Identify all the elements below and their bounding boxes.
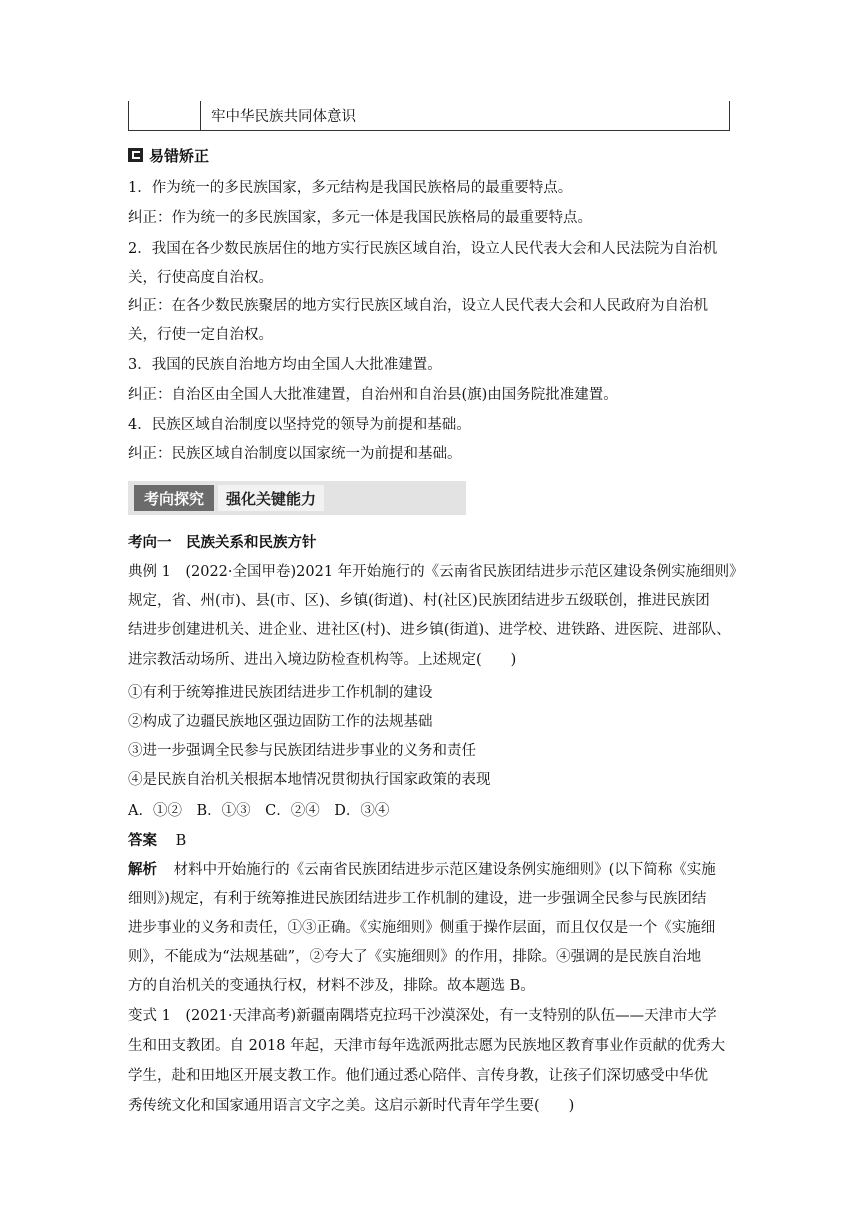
error-line: 1．作为统一的多民族国家，多元结构是我国民族格局的最重要特点。: [128, 180, 573, 196]
banner-dark-label: 考向探究: [134, 485, 214, 511]
table-fragment: [128, 101, 730, 131]
variant-text-line: 学生，赴和田地区开展支教工作。他们通过悉心陪伴、言传身教，让孩子们深切感受中华优: [128, 1068, 708, 1084]
answer-value: B: [175, 833, 187, 849]
banner-light-label: 强化关键能力: [218, 485, 324, 511]
variant-text-line: 秀传统文化和国家通用语言文字之美。这启示新时代青年学生要( ): [128, 1098, 575, 1114]
correction-line: 关，行使一定自治权。: [128, 327, 273, 343]
variant-text-line: 变式 1 (2021·天津高考)新疆南隅塔克拉玛干沙漠深处，有一支特别的队伍——天津市大学: [128, 1008, 717, 1024]
analysis-text-line: 则》，不能成为“法规基础”，②夸大了《实施细则》的作用，排除。④强调的是民族自治地: [128, 949, 702, 965]
analysis-text-line: 细则》)规定，有利于统筹推进民族团结进步工作机制的建设，进一步强调全民参与民族团结: [128, 891, 707, 907]
topic-heading: 考向一 民族关系和民族方针: [128, 535, 317, 551]
correction-line: 纠正：民族区域自治制度以国家统一为前提和基础。: [128, 446, 462, 462]
error-line: 4．民族区域自治制度以坚持党的领导为前提和基础。: [128, 417, 471, 433]
error-line: 3．我国的民族自治地方均由全国人大批准建置。: [128, 357, 442, 373]
error-line: 关，行使高度自治权。: [128, 270, 273, 286]
section-marker-icon: [128, 148, 143, 162]
correction-line: 纠正：自治区由全国人大批准建置，自治州和自治县(旗)由国务院批准建置。: [128, 387, 618, 403]
analysis-text-line: 进步事业的义务和责任，①③正确。《实施细则》侧重于操作层面，而且仅仅是一个《实施细: [128, 920, 716, 936]
section-title: 易错矫正: [149, 146, 210, 165]
correction-line: 纠正：作为统一的多民族国家，多元一体是我国民族格局的最重要特点。: [128, 210, 592, 226]
option-item: ③进一步强调全民参与民族团结进步事业的义务和责任: [128, 743, 476, 759]
option-item: ④是民族自治机关根据本地情况贯彻执行国家政策的表现: [128, 772, 491, 788]
example-text-line: 典例 1 (2022·全国甲卷)2021 年开始施行的《云南省民族团结进步示范区建设条例实施细则》: [128, 564, 744, 580]
correction-line: 纠正：在各少数民族聚居的地方实行民族区域自治，设立人民代表大会和人民政府为自治机: [128, 298, 708, 314]
analysis-text-line: 材料中开始施行的《云南省民族团结进步示范区建设条例实施细则》(以下简称《实施: [173, 862, 716, 878]
section-banner: [128, 481, 466, 515]
error-line: 2．我国在各少数民族居住的地方实行民族区域自治，设立人民代表大会和人民法院为自治机: [128, 241, 718, 257]
option-item: ②构成了边疆民族地区强边固防工作的法规基础: [128, 714, 433, 730]
variant-text-line: 生和田支教团。自 2018 年起，天津市每年选派两批志愿为民族地区教育事业作贡献的优秀大: [128, 1038, 726, 1054]
analysis-row: [128, 858, 716, 879]
answer-choices: A．①② B．①③ C．②④ D．③④: [128, 803, 390, 819]
example-text-line: 规定，省、州(市)、县(市、区)、乡镇(街道)、村(社区)民族团结进步五级联创，推进民族团: [128, 593, 710, 609]
analysis-label: 解析: [128, 862, 157, 878]
table-cell-left: [129, 101, 201, 130]
answer-label: 答案: [128, 833, 157, 849]
answer-row: [128, 829, 186, 850]
example-text-line: 进宗教活动场所、进出入境边防检查机构等。上述规定( ): [128, 652, 517, 668]
analysis-text-line: 方的自治机关的变通执行权，材料不涉及，排除。故本题选 B。: [128, 978, 535, 994]
example-text-line: 结进步创建进机关、进企业、进社区(村)、进乡镇(街道)、进学校、进铁路、进医院、进部队、: [128, 622, 731, 638]
table-cell-right: 牢中华民族共同体意识: [211, 109, 356, 125]
section-error-correction-heading: [128, 145, 209, 165]
option-item: ①有利于统筹推进民族团结进步工作机制的建设: [128, 685, 433, 701]
